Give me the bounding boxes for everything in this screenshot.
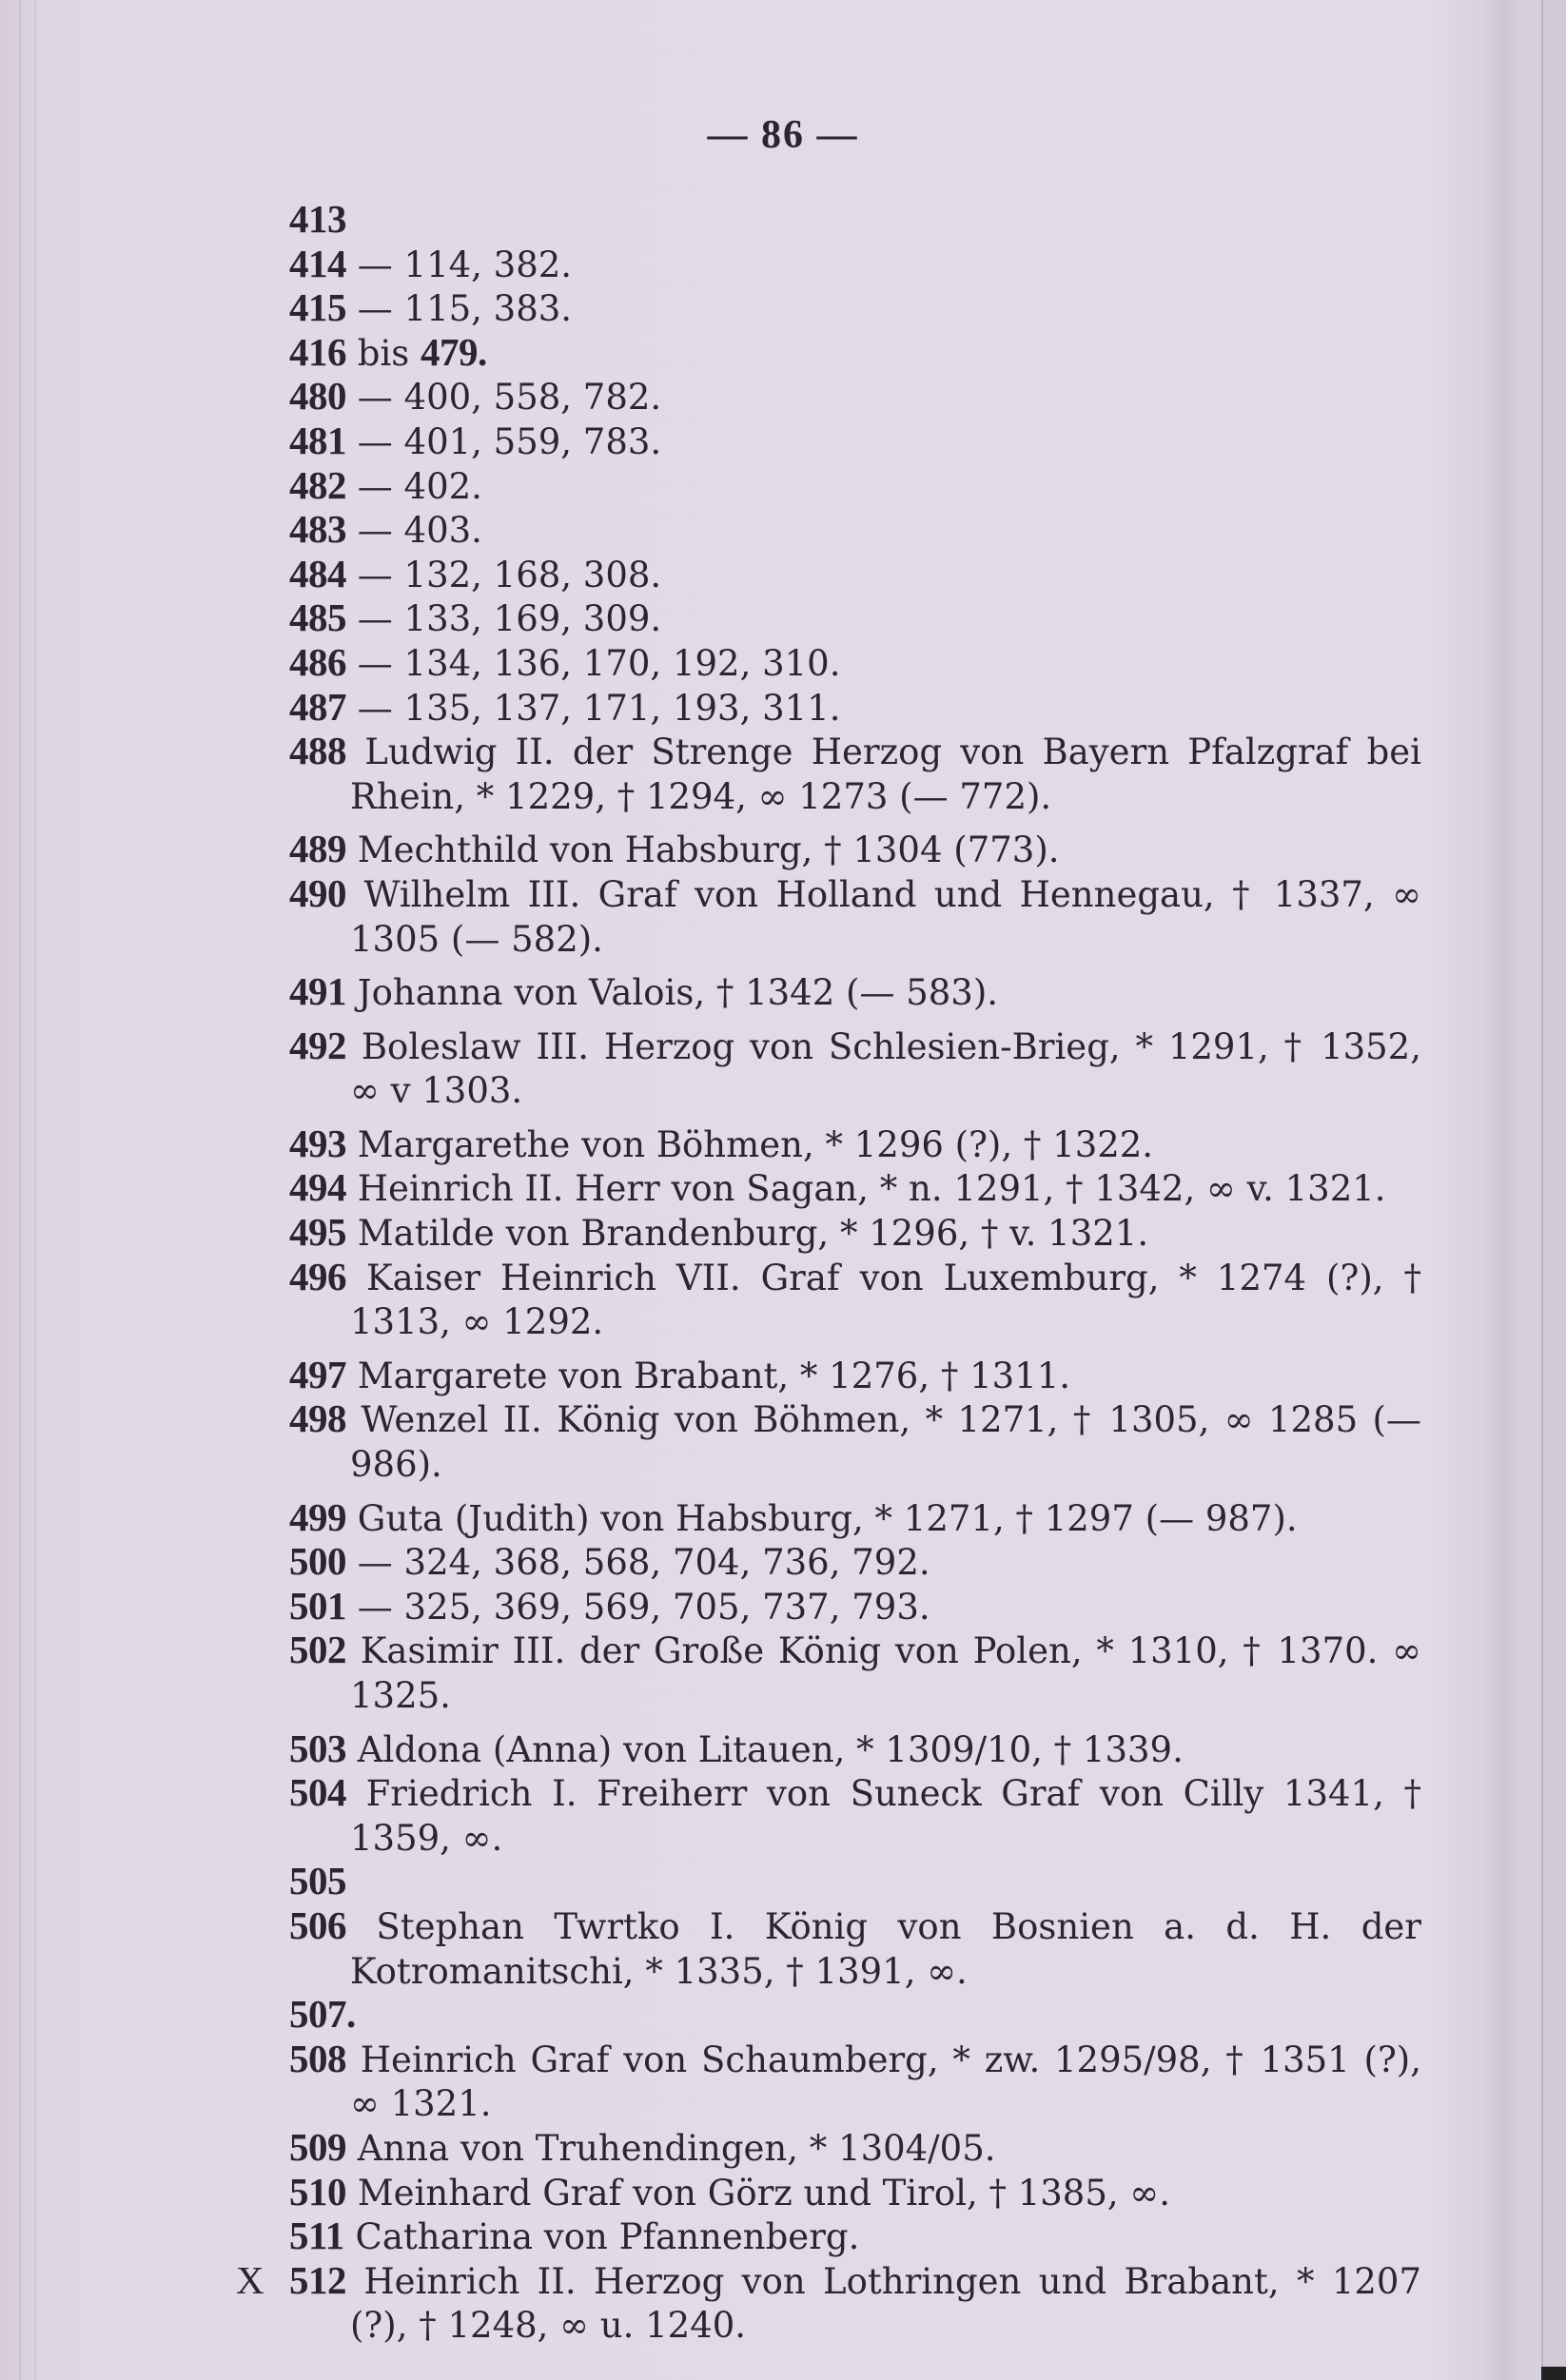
entry-number: 488: [289, 729, 346, 773]
entry-number-end: 479.: [421, 329, 487, 374]
entry-text: — 133, 169, 309.: [346, 598, 662, 640]
entry-number: 507.: [289, 1992, 356, 2037]
entry-text: — 324, 368, 568, 704, 736, 792.: [346, 1542, 930, 1584]
entry-number: 480: [289, 374, 346, 419]
entry-number: 481: [289, 418, 346, 462]
entry-text: Heinrich II. Herzog von Lothringen und Brabant, * 1207 (?), † 1248, ∞ u. 1240.: [346, 2260, 1421, 2347]
entry-text: — 402.: [346, 465, 482, 507]
entry-text: — 400, 558, 782.: [346, 377, 662, 419]
entry-number: 503: [289, 1726, 346, 1770]
entry-number: 416: [289, 329, 346, 374]
entry-494: [289, 1166, 1421, 1211]
entry-text: — 135, 137, 171, 193, 311.: [346, 687, 841, 729]
entry-491: [289, 970, 1421, 1015]
entry-number: 508: [289, 2036, 346, 2080]
entry-number: 415: [289, 285, 346, 330]
entry-text: Heinrich II. Herr von Sagan, * n. 1291, † 1342, ∞ v. 1321.: [346, 1168, 1386, 1210]
entry-text: Meinhard Graf von Görz und Tirol, † 1385, ∞.: [346, 2172, 1170, 2214]
entry-511: [289, 2214, 1421, 2259]
entry-number: 490: [289, 870, 346, 915]
entry-495: [289, 1211, 1421, 1256]
page-corner-shadow: [1541, 2367, 1566, 2380]
entry-text: Stephan Twrtko I. König von Bosnien a. d. H. der Kotromanitschi, * 1335, † 1391, ∞.: [346, 1905, 1421, 1992]
entry-number: 498: [289, 1396, 346, 1441]
entry-number: 486: [289, 639, 346, 684]
entry-text: Matilde von Brandenburg, * 1296, † v. 1321.: [346, 1213, 1149, 1255]
entry-number: 499: [289, 1494, 346, 1539]
genealogy-entry-list: [236, 197, 1421, 2348]
entry-text: — 114, 382.: [346, 244, 573, 285]
entry-number: 494: [289, 1165, 346, 1210]
entry-text: Aldona (Anna) von Litauen, * 1309/10, † 1339.: [346, 1728, 1184, 1770]
entry-number: 485: [289, 595, 346, 640]
entry-510: [289, 2171, 1421, 2215]
entry-text: Kaiser Heinrich VII. Graf von Luxemburg, * 1274 (?), † 1313, ∞ 1292.: [346, 1257, 1421, 1343]
entry-number: 482: [289, 462, 346, 507]
entry-498: [289, 1397, 1421, 1486]
entry-text: Margarethe von Böhmen, * 1296 (?), † 1322.: [346, 1123, 1154, 1165]
entry-number: 495: [289, 1210, 346, 1255]
entry-text: Mechthild von Habsburg, † 1304 (773).: [346, 829, 1060, 871]
entry-text: Margarete von Brabant, * 1276, † 1311.: [346, 1355, 1071, 1396]
entry-text: — 132, 168, 308.: [346, 554, 662, 595]
entry-499: [289, 1496, 1421, 1541]
entry-413: [289, 198, 1421, 243]
entry-text: Wilhelm III. Graf von Holland und Hennegau, † 1337, ∞ 1305 (— 582).: [346, 873, 1421, 960]
page-gutter: [19, 0, 36, 2380]
entry-number: 484: [289, 551, 346, 595]
entry-503: [289, 1727, 1421, 1772]
page-right-edge: [1541, 0, 1566, 2380]
entry-496: [289, 1256, 1421, 1344]
entry-488: [289, 730, 1421, 818]
entry-text: Wenzel II. König von Böhmen, * 1271, † 1305, ∞ 1285 (— 986).: [346, 1399, 1421, 1486]
entry-481: [289, 419, 1421, 464]
entry-text: — 403.: [346, 510, 482, 552]
entry-505: [289, 1860, 1421, 1904]
entry-number: 506: [289, 1902, 346, 1947]
entry-480: [289, 375, 1421, 419]
entry-number: 509: [289, 2124, 346, 2169]
entry-text: Catharina von Pfannenberg.: [343, 2216, 860, 2258]
entry-text: — 134, 136, 170, 192, 310.: [346, 642, 841, 684]
entry-number: 497: [289, 1352, 346, 1396]
entry-number: 483: [289, 507, 346, 552]
entry-504: [289, 1771, 1421, 1860]
entry-text: Kasimir III. der Große König von Polen, * 1310, † 1370. ∞ 1325.: [346, 1630, 1421, 1716]
entry-number: 491: [289, 969, 346, 1014]
entry-number: 512: [289, 2257, 346, 2302]
entry-text: Ludwig II. der Strenge Herzog von Bayern Pfalzgraf bei Rhein, * 1229, † 1294, ∞ 1273 (— 772).: [346, 732, 1421, 817]
entry-483: [289, 508, 1421, 553]
entry-text: Guta (Judith) von Habsburg, * 1271, † 1297 (— 987).: [346, 1497, 1298, 1539]
entry-text: Heinrich Graf von Schaumberg, * zw. 1295/98, † 1351 (?), ∞ 1321.: [346, 2039, 1421, 2125]
entry-number: 511: [289, 2214, 344, 2258]
entry-number: 413: [289, 197, 346, 241]
entry-493: [289, 1122, 1421, 1167]
entry-482: [289, 464, 1421, 509]
entry-text: Johanna von Valois, † 1342 (— 583).: [346, 972, 999, 1014]
entry-492: [289, 1024, 1421, 1113]
entry-number: 492: [289, 1023, 346, 1067]
entry-number: 504: [289, 1770, 346, 1815]
entry-marker-x: X: [236, 2257, 264, 2302]
entry-text: Anna von Truhendingen, * 1304/05.: [346, 2127, 996, 2169]
entry-text: Friedrich I. Freiherr von Suneck Graf von Cilly 1341, † 1359, ∞.: [346, 1773, 1421, 1859]
entry-489: [289, 828, 1421, 872]
entry-text: bis: [346, 332, 421, 374]
page-number: — 86 —: [707, 113, 859, 157]
entry-508: [289, 2038, 1421, 2126]
entry-506: [289, 1904, 1421, 1993]
entry-number: 505: [289, 1859, 346, 1903]
entry-number: 496: [289, 1254, 346, 1298]
entry-501: [289, 1585, 1421, 1629]
entry-486: [289, 641, 1421, 686]
entry-507: [289, 1993, 1421, 2038]
entry-416: [289, 331, 1421, 376]
entry-414: [289, 243, 1421, 287]
entry-415: [289, 286, 1421, 331]
entry-number: 500: [289, 1539, 346, 1584]
entry-text: Boleslaw III. Herzog von Schlesien-Brieg, * 1291, † 1352, ∞ v 1303.: [346, 1025, 1421, 1112]
entry-490: [289, 872, 1421, 961]
entry-number: 510: [289, 2169, 346, 2214]
entry-number: 493: [289, 1121, 346, 1165]
entry-number: 501: [289, 1583, 346, 1628]
entry-number: 487: [289, 684, 346, 729]
entry-number: 502: [289, 1628, 346, 1672]
entry-number: 414: [289, 241, 346, 285]
entry-500: [289, 1540, 1421, 1585]
entry-485: [289, 596, 1421, 641]
entry-text: — 401, 559, 783.: [346, 420, 662, 462]
entry-484: [289, 553, 1421, 597]
entry-number: 489: [289, 827, 346, 871]
entry-497: [289, 1354, 1421, 1398]
entry-502: [289, 1629, 1421, 1717]
entry-text: — 325, 369, 569, 705, 737, 793.: [346, 1586, 930, 1628]
entry-487: [289, 686, 1421, 731]
entry-text: — 115, 383.: [346, 288, 573, 330]
entry-512: [236, 2257, 1421, 2348]
entry-509: [289, 2126, 1421, 2171]
